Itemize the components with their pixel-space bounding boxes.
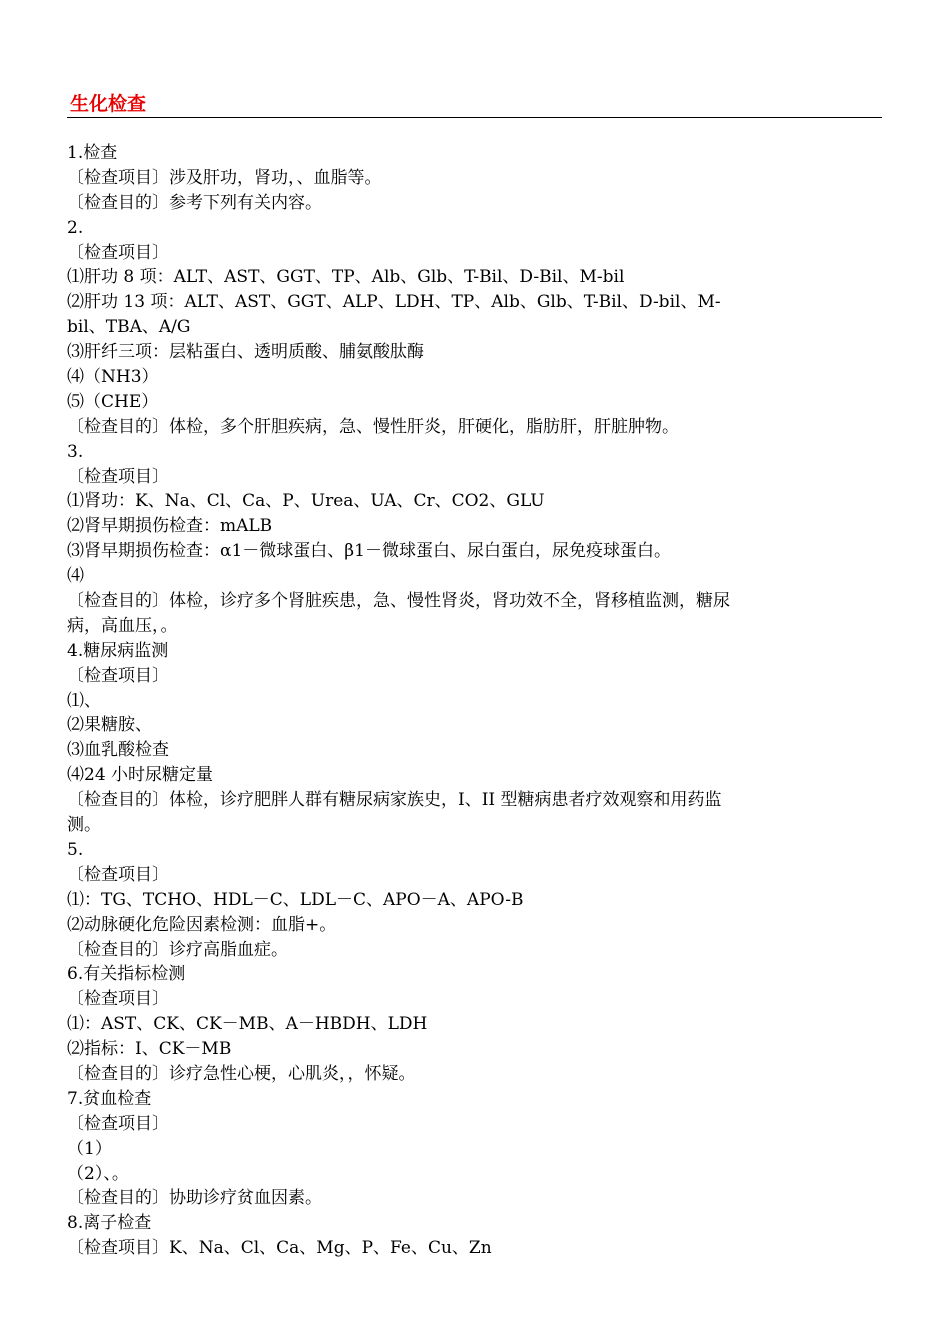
title-divider [67,117,882,118]
text-line: 7.贫血检查 [67,1088,152,1109]
text-line: ⑵指标：I、CK－MB [67,1039,232,1060]
text-line: ⑵肝功 13 项：ALT、AST、GGT、ALP、LDH、TP、Alb、Glb、T-Bil、D-bil、M- [67,292,721,313]
text-line: ⑵肾早期损伤检查：mALB [67,516,273,537]
text-line: ⑶肝纤三项：层粘蛋白、透明质酸、脯氨酸肽酶 [67,342,424,363]
text-line: ⑶血乳酸检查 [67,740,169,761]
text-line: 〔检查项目〕 [67,1113,169,1134]
text-line: 病，高血压，。 [67,615,178,636]
text-line: 2. [67,217,84,238]
text-line: （2）、。 [67,1163,129,1184]
text-line: 1.检查 [67,143,118,163]
text-line: （1） [67,1138,112,1159]
page-title: 生化检查 [70,93,147,115]
text-line: ⑶肾早期损伤检查：α1－微球蛋白、β1－微球蛋白、尿白蛋白，尿免疫球蛋白。 [67,541,671,562]
text-line: ⑷ [67,566,84,587]
text-line: ⑴肝功 8 项：ALT、AST、GGT、TP、Alb、Glb、T-Bil、D-Bil、M-bil [67,267,625,288]
text-line: ⑸（CHE） [67,391,159,412]
text-line: 〔检查目的〕体检，多个肝胆疾病，急、慢性肝炎，肝硬化，脂肪肝，肝脏肿物。 [67,416,679,437]
text-line: 8.离子检查 [67,1213,152,1234]
text-line: bil、TBA、A/G [67,317,191,338]
text-line: 3. [67,441,84,462]
text-line: 〔检查项目〕 [67,864,169,885]
text-line: 〔检查目的〕诊疗高脂血症。 [67,939,288,960]
text-line: 4.糖尿病监测 [67,640,169,661]
text-line: ⑷24 小时尿糖定量 [67,765,214,786]
text-line: 〔检查目的〕诊疗急性心梗，心肌炎，，怀疑。 [67,1063,416,1084]
text-line: 〔检查项目〕K、Na、Cl、Ca、Mg、P、Fe、Cu、Zn [67,1238,492,1259]
text-line: ⑴：AST、CK、CK－MB、A－HBDH、LDH [67,1014,428,1035]
text-line: 5. [67,839,84,860]
text-line: ⑴、 [67,690,101,711]
text-line: 〔检查项目〕涉及肝功，肾功，、血脂等。 [67,167,382,188]
text-line: ⑴肾功：K、Na、Cl、Ca、P、Urea、UA、Cr、CO2、GLU [67,491,545,512]
text-line: 〔检查项目〕 [67,989,169,1010]
text-line: 测。 [67,815,101,836]
text-line: ⑴：TG、TCHO、HDL－C、LDL－C、APO－A、APO-B [67,889,524,910]
text-line: ⑵果糖胺、 [67,715,152,736]
text-line: 〔检查目的〕体检，诊疗多个肾脏疾患，急、慢性肾炎，肾功效不全，肾移植监测，糖尿 [67,591,730,612]
text-line: ⑵动脉硬化危险因素检测：血脂+。 [67,914,337,935]
text-line: 〔检查目的〕协助诊疗贫血因素。 [67,1188,322,1209]
text-line: 〔检查项目〕 [67,665,169,686]
text-line: 6.有关指标检测 [67,964,186,985]
text-line: ⑷（NH3） [67,367,159,388]
text-line: 〔检查目的〕体检，诊疗肥胖人群有糖尿病家族史，I、II 型糖病患者疗效观察和用药监 [67,790,722,811]
document-body [67,141,882,1261]
text-line: 〔检查项目〕 [67,242,169,263]
text-line: 〔检查目的〕参考下列有关内容。 [67,192,322,213]
text-line: 〔检查项目〕 [67,466,169,487]
